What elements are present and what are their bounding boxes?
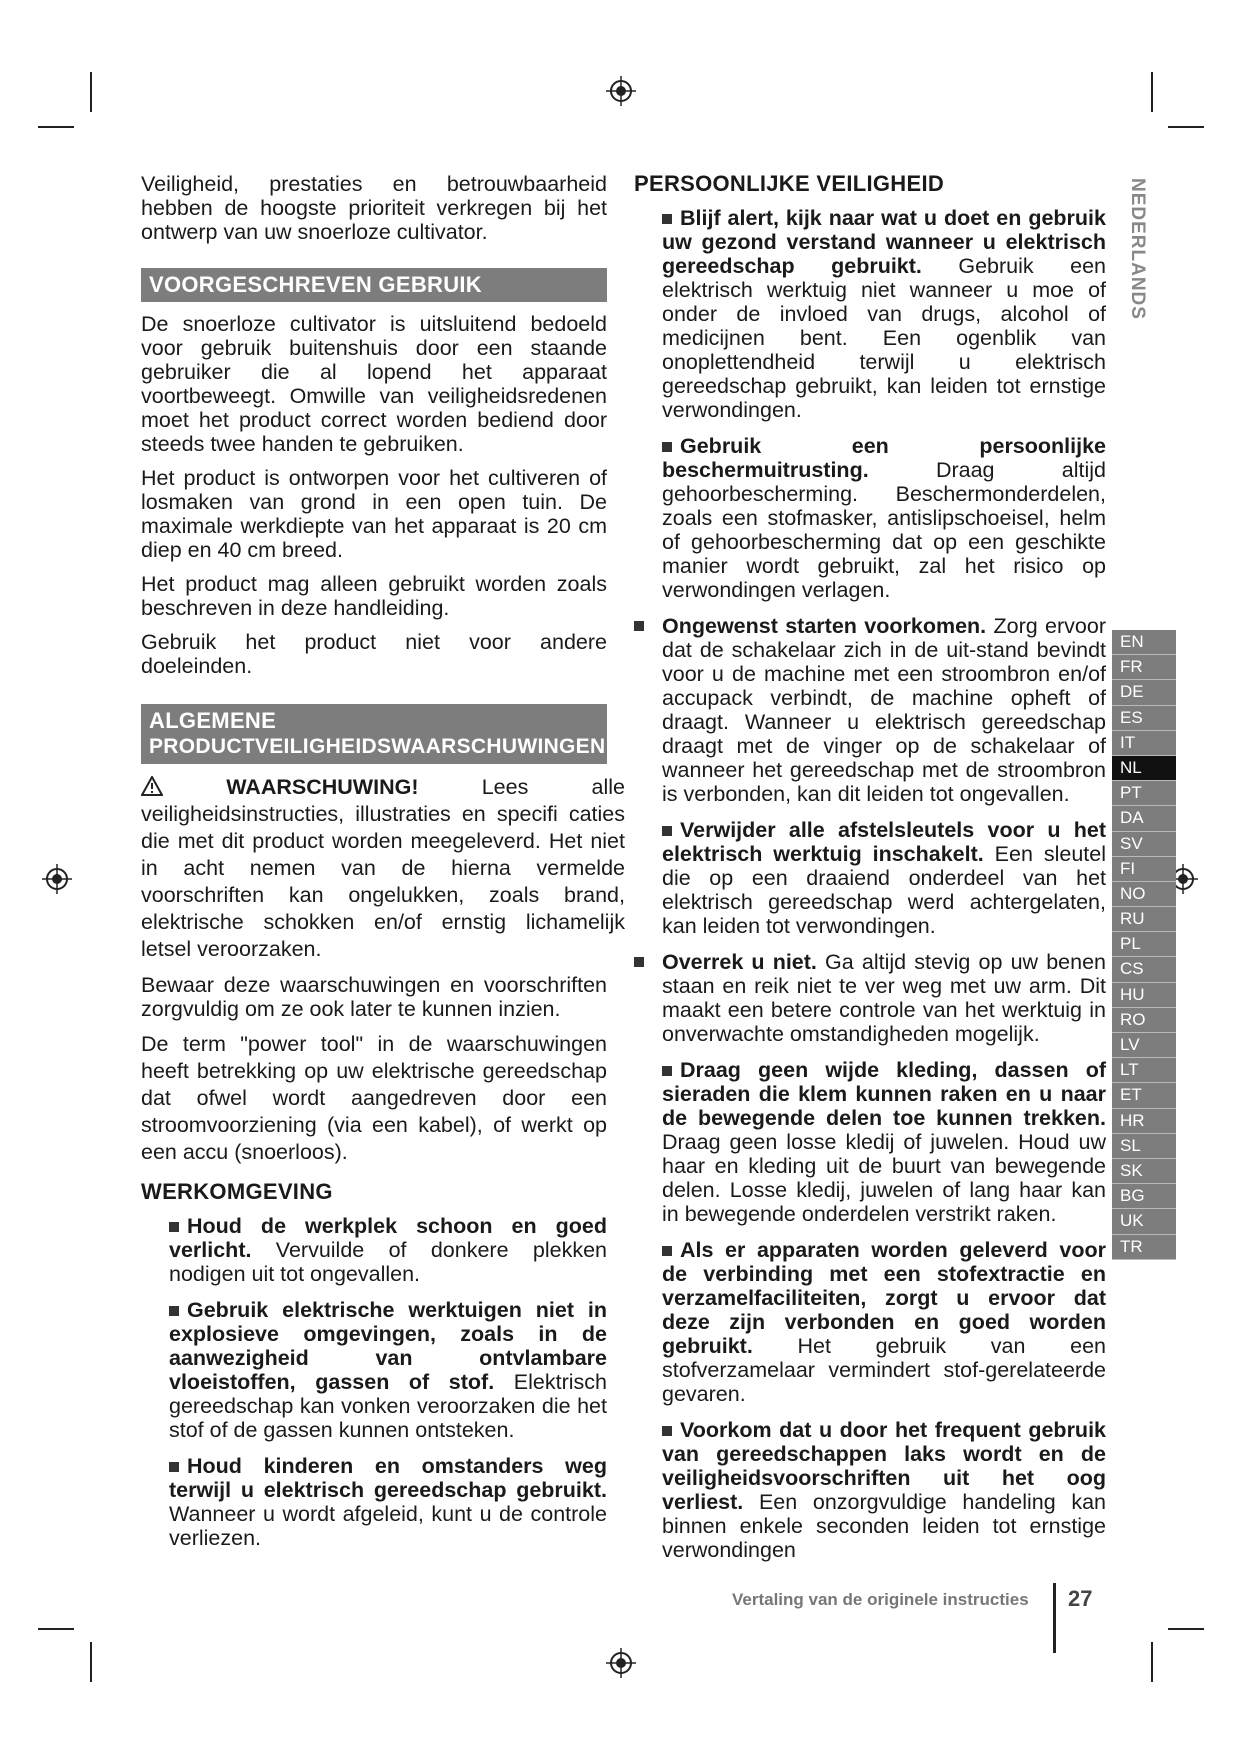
paragraph: Het product is ontworpen voor het cultiveren of losmaken van grond in een open tuin. De maximale werkdiepte van het apparaat is 20 cm diep en 40 cm breed.: [141, 466, 607, 562]
language-tab-ro[interactable]: RO: [1112, 1008, 1176, 1033]
bullet-item: [662, 206, 1106, 422]
bullet-bold: Als er apparaten worden geleverd voor de verbinding met een stofextractie en verzamelfaciliteiten, zorgt u ervoor dat deze zijn verbonden en goed worden gebruikt.: [662, 1238, 1106, 1358]
personal-safety-list: [634, 206, 1106, 1562]
bullet-square-icon: [662, 1066, 672, 1076]
bullet-square-icon: [662, 442, 672, 452]
bullet-item: [662, 818, 1106, 938]
footer-note: Vertaling van de originele instructies: [732, 1590, 1029, 1609]
bullet-bold: Houd de werkplek schoon en goed verlicht.: [169, 1214, 607, 1262]
bullet-item: [634, 950, 1106, 1046]
bullet-square-icon: [169, 1306, 179, 1316]
language-tab-bar: [1112, 630, 1176, 1260]
paragraph: De snoerloze cultivator is uitsluitend bedoeld voor gebruik buitenshuis door een staande gebruiker die al lopend het apparaat voortbeweegt. Omwille van veiligheidsredenen moet het product correct worden bediend door steeds twee handen te gebruiken.: [141, 312, 607, 456]
bullet-bold: Gebruik elektrische werktuigen niet in explosieve omgevingen, zoals in de aanwezigheid van ontvlambare vloeistoffen, gassen of stof.: [169, 1298, 607, 1394]
crop-mark: [38, 126, 74, 128]
header-line: PRODUCTVEILIGHEIDSWAARSCHUWINGEN: [149, 735, 606, 758]
bullet-item: [662, 1058, 1106, 1226]
crop-mark: [1151, 72, 1153, 112]
bullet-text: Ga altijd stevig op uw benen staan en reik niet te ver weg met uw arm. Dit maakt een betere controle van het werktuig in onverwachte omstandigheden mogelijk.: [662, 950, 1106, 1046]
language-tab-hr[interactable]: HR: [1112, 1109, 1176, 1134]
crop-mark: [38, 1628, 74, 1630]
paragraph: Het product mag alleen gebruikt worden zoals beschreven in deze handleiding.: [141, 572, 607, 620]
bullet-text: Zorg ervoor dat de schakelaar zich in de uit-stand bevindt voor u de machine met een stroombron en/of accupack verbindt, de machine opheft of draagt. Wanneer u elektrisch gereedschap draagt met de vinger op de schakelaar of wanneer het gereedschap met de stroombron is verbonden, kan dit leiden tot ongevallen.: [662, 614, 1106, 806]
paragraph: Bewaar deze waarschuwingen en voorschriften zorgvuldig om ze ook later te kunnen inzien.: [141, 973, 607, 1021]
footer-divider: [1053, 1583, 1056, 1653]
language-tab-et[interactable]: ET: [1112, 1083, 1176, 1108]
language-tab-pl[interactable]: PL: [1112, 932, 1176, 957]
language-tab-cs[interactable]: CS: [1112, 957, 1176, 982]
bullet-square-icon: [662, 826, 672, 836]
language-tab-sl[interactable]: SL: [1112, 1134, 1176, 1159]
language-tab-bg[interactable]: BG: [1112, 1184, 1176, 1209]
crop-mark: [1168, 1628, 1204, 1630]
language-tab-pt[interactable]: PT: [1112, 781, 1176, 806]
language-tab-sv[interactable]: SV: [1112, 832, 1176, 857]
bullet-item: [169, 1298, 607, 1442]
language-tab-fi[interactable]: FI: [1112, 857, 1176, 882]
language-tab-it[interactable]: IT: [1112, 731, 1176, 756]
bullet-text: Een sleutel die op een draaiend onderdeel van het elektrisch gereedschap werd achtergelaten, kan leiden tot verwondingen.: [662, 842, 1106, 938]
language-tab-sk[interactable]: SK: [1112, 1159, 1176, 1184]
bullet-text: Het gebruik van een stofverzamelaar vermindert stof-gerelateerde gevaren.: [662, 1334, 1106, 1406]
crop-mark: [90, 72, 92, 112]
bullet-item: [634, 614, 1106, 806]
bullet-bold: Gebruik een persoonlijke beschermuitrusting.: [662, 434, 1106, 482]
bullet-square-icon: [662, 1426, 672, 1436]
registration-mark-icon: [42, 864, 72, 894]
bullet-text: Een onzorgvuldige handeling kan binnen enkele seconden leiden tot ernstige verwondingen: [662, 1490, 1106, 1562]
bullet-bold: Draag geen wijde kleding, dassen of sieraden die klem kunnen raken en u naar de bewegende delen toe kunnen trekken.: [662, 1058, 1106, 1130]
language-tab-nl[interactable]: NL: [1112, 756, 1176, 781]
bullet-item: [662, 1238, 1106, 1406]
header-line: ALGEMENE: [149, 708, 277, 733]
language-tab-da[interactable]: DA: [1112, 806, 1176, 831]
bullet-square-icon: [634, 621, 644, 631]
language-tab-es[interactable]: ES: [1112, 706, 1176, 731]
crop-mark: [1151, 1642, 1153, 1682]
language-tab-lv[interactable]: LV: [1112, 1033, 1176, 1058]
bullet-bold: Blijf alert, kijk naar wat u doet en gebruik uw gezond verstand wanneer u elektrisch gereedschap gebruikt.: [662, 206, 1106, 278]
bullet-item: [662, 1418, 1106, 1562]
bullet-text: Elektrisch gereedschap kan vonken veroorzaken die het stof of de gassen kunnen ontsteken.: [169, 1370, 607, 1442]
bullet-text: Draag altijd gehoorbescherming. Beschermonderdelen, zoals een stofmasker, antislipschoeisel, helm of gehoorbescherming dat op een geschikte manier wordt gebruikt, zal het risico op verwondingen verlagen.: [662, 458, 1106, 602]
language-tab-de[interactable]: DE: [1112, 680, 1176, 705]
page-number: 27: [1068, 1586, 1093, 1611]
paragraph: Gebruik het product niet voor andere doeleinden.: [141, 630, 607, 678]
warning-triangle-icon: [141, 776, 163, 796]
paragraph: De term "power tool" in de waarschuwingen heeft betrekking op uw elektrische gereedschap dat ofwel wordt aangedreven door een stroomvoorziening (via een kabel), of werkt op een accu (snoerloos).: [141, 1032, 607, 1164]
language-tab-tr[interactable]: TR: [1112, 1235, 1176, 1260]
language-tab-no[interactable]: NO: [1112, 882, 1176, 907]
language-side-label: NEDERLANDS: [1127, 178, 1148, 320]
bullet-text: Gebruik een elektrisch werktuig niet wanneer u moe of onder de invloed van drugs, alcohol of medicijnen bent. Een ogenblik van onoplettendheid terwijl u elektrisch gereedschap gebruikt, kan leiden tot ernstige verwondingen.: [662, 254, 1106, 422]
bullet-bold: Voorkom dat u door het frequent gebruik van gereedschappen laks wordt en de veiligheidsvoorschriften uit het oog verliest.: [662, 1418, 1106, 1514]
bullet-text: Vervuilde of donkere plekken nodigen uit tot ongevallen.: [169, 1238, 607, 1286]
bullet-item: [662, 434, 1106, 602]
language-tab-hu[interactable]: HU: [1112, 983, 1176, 1008]
crop-mark: [1168, 126, 1204, 128]
section-header-intended-use: VOORGESCHREVEN GEBRUIK: [141, 268, 607, 302]
intro-paragraph: Veiligheid, prestaties en betrouwbaarheid hebben de hoogste prioriteit verkregen bij het ontwerp van uw snoerloze cultivator.: [141, 172, 607, 244]
warning-text: Lees alle veiligheidsinstructies, illustraties en specifi caties die met dit product worden meegeleverd. Het niet in acht nemen van de hierna vermelde voorschriften kan ongelukken, zoals brand, elektrische schokken en/of ernstig lichamelijk letsel veroorzaken.: [141, 775, 625, 961]
bullet-square-icon: [169, 1222, 179, 1232]
section-title-personal-safety: PERSOONLIJKE VEILIGHEID: [634, 171, 945, 196]
bullet-square-icon: [634, 957, 644, 967]
language-tab-en[interactable]: EN: [1112, 630, 1176, 655]
left-column: [141, 172, 625, 1562]
warning-label: WAARSCHUWING!: [226, 775, 419, 799]
language-tab-uk[interactable]: UK: [1112, 1209, 1176, 1234]
language-tab-fr[interactable]: FR: [1112, 655, 1176, 680]
bullet-square-icon: [662, 214, 672, 224]
bullet-bold: Houd kinderen en omstanders weg terwijl u elektrisch gereedschap gebruikt.: [169, 1454, 607, 1502]
bullet-item: [169, 1214, 607, 1286]
warning-paragraph: [141, 774, 625, 963]
bullet-bold: Overrek u niet.: [662, 950, 817, 974]
bullet-item: [169, 1454, 607, 1550]
section-header-general-safety: [141, 704, 607, 764]
registration-mark-icon: [606, 1648, 636, 1678]
bullet-text: Wanneer u wordt afgeleid, kunt u de controle verliezen.: [169, 1502, 607, 1550]
right-column: [634, 172, 1106, 1574]
bullet-text: Draag geen losse kledij of juwelen. Houd uw haar en kleding uit de buurt van bewegende delen. Losse kledij, juwelen of lang haar kan in bewegende onderdelen verstrikt raken.: [662, 1130, 1106, 1226]
registration-mark-icon: [606, 76, 636, 106]
bullet-square-icon: [662, 1246, 672, 1256]
crop-mark: [90, 1642, 92, 1682]
language-tab-lt[interactable]: LT: [1112, 1058, 1176, 1083]
bullet-bold: Verwijder alle afstelsleutels voor u het elektrisch werktuig inschakelt.: [662, 818, 1106, 866]
section-title-work-area: WERKOMGEVING: [141, 1179, 333, 1204]
bullet-bold: Ongewenst starten voorkomen.: [662, 614, 987, 638]
bullet-square-icon: [169, 1462, 179, 1472]
language-tab-ru[interactable]: RU: [1112, 907, 1176, 932]
